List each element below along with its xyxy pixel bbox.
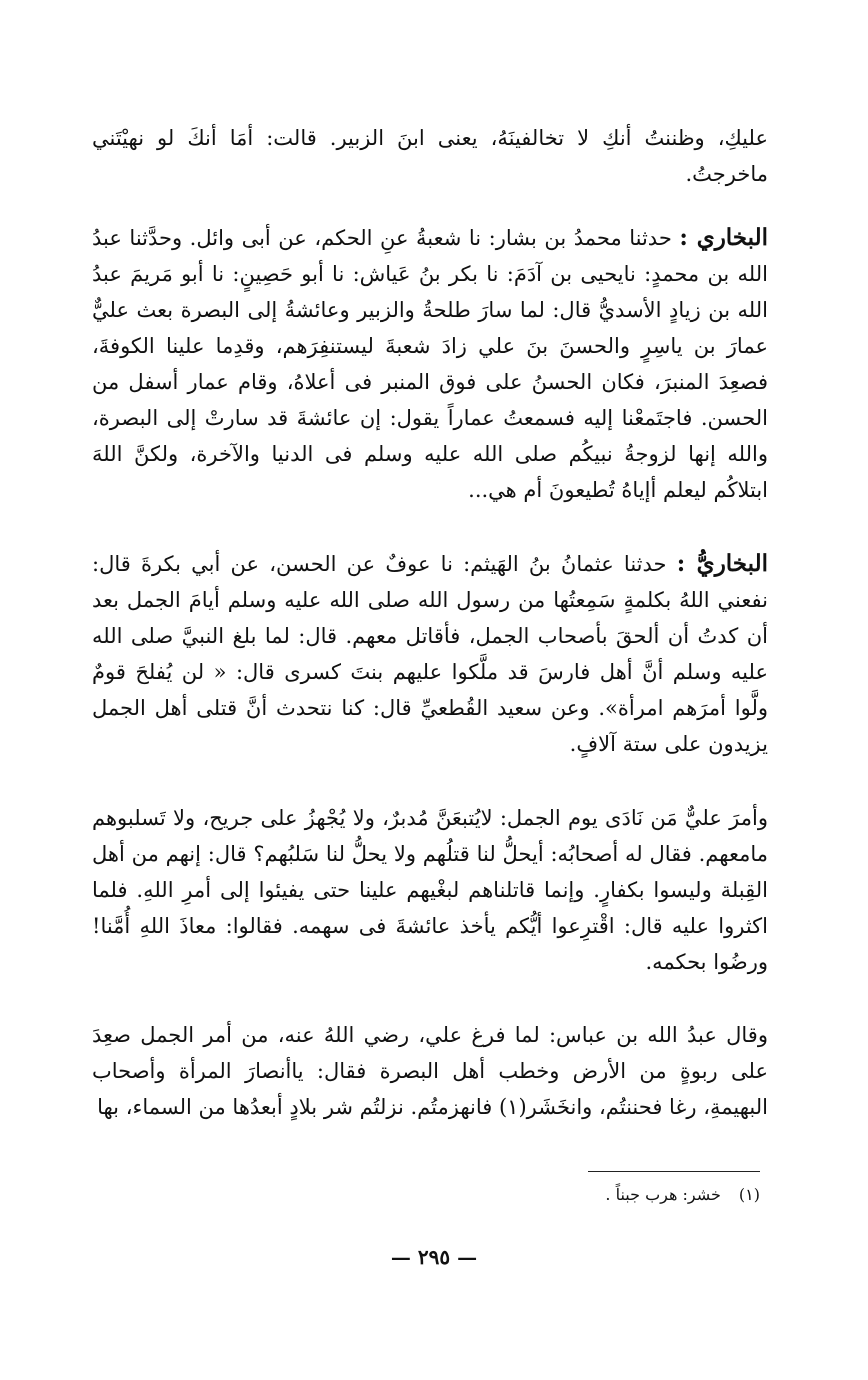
paragraph-2 (92, 220, 768, 508)
paragraph-2-text: حدثنا محمدُ بن بشار: نا شعبةُ عنِ الحكم، عن أبى وائل. وحدَّثنا عبدُ الله بن محمدٍ: نايحيى بن آدَمَ: نا بكر بنُ عَياش: نا أبو حَصِينٍ: نا أبو مَريمَ عبدُ الله بن زيادٍ الأسديُّ قال: لما سارَ طلحةُ والزبير وعائشةُ إلى البصرة بعث عليٌّ عمارَ بن ياسِرٍ والحسنَ بنَ علي زادَ شعبةَ ليستنفِرَهم، وقدِما علينا الكوفةَ، فصعِدَ المنبرَ، فكان الحسنُ على فوق المنبر فى أعلاهُ، وقام عمار أسفل من الحسن. فاجتَمعْنا إليه فسمعتُ عماراً يقول: إن عائشةَ قد سارتْ إلى البصرة، والله إنها لزوجةُ نبيكُم صلى الله عليه وسلم فى الدنيا والآخرة، ولكنَّ اللهَ ابتلاكُم ليعلم أإياهُ تُطيعونَ أم هي... (92, 226, 768, 502)
footnote-divider (588, 1171, 760, 1172)
paragraph-3-text: حدثنا عثمانُ بنُ الهَيثم: نا عوفٌ عن الحسن، عن أبي بكرةَ قال: نفعني اللهُ بكلمةٍ سَمِعتُها من رسول الله صلى الله عليه وسلم أيامَ الجمل بعد أن كدتُ أن ألحقَ بأصحاب الجمل، فأقاتل معهم. قال: لما بلغ النبيَّ صلى الله عليه وسلم أنَّ أهل فارسَ قد ملَّكوا عليهم بنتَ كسرى قال: « لن يُفلحَ قومٌ ولَّوا أمرَهم امرأة». وعن سعيد القُطعيِّ قال: كنا نتحدث أنَّ قتلى أهل الجمل يزيدون على ستة آلافٍ. (92, 552, 768, 756)
paragraph-5 (92, 1017, 768, 1125)
footnote-number: (١) (738, 1185, 760, 1204)
footnote (380, 1183, 760, 1207)
paragraph-2-lead: البخاري : (679, 224, 768, 251)
paragraph-3-lead: البخاريُّ : (676, 550, 768, 577)
paragraph-3 (92, 546, 768, 762)
footnote-text: خشر: هرب جبناً . (605, 1185, 721, 1204)
paragraph-4-text: وأمرَ عليٌّ مَن نَادَى يوم الجمل: لايُتبعَنَّ مُدبرٌ، ولا يُجْهزُ على جريح، ولا تَسلبوهم مامعهم. فقال له أصحابُه: أيحلُّ لنا قتلُهم ولا يحلُّ لنا سَلبُهم؟ قال: إنهم من أهل القِبلة وليسوا بكفارٍ. وإنما قاتلناهم لبغْيهم علينا حتى يفيئوا إلى أمرِ اللهِ. فلما اكثروا عليه قال: اقْترِعوا أيُّكم يأخذ عائشةَ فى سهمه. فقالوا: معاذَ اللهِ أُمَّنا! ورضُوا بحكمه. (92, 806, 768, 974)
paragraph-5-text: وقال عبدُ الله بن عباس: لما فرغ علي، رضي اللهُ عنه، من أمر الجمل صعِدَ على ربوةٍ من الأرض وخطب أهل البصرة فقال: ياأنصارَ المرأة وأصحاب البهيمةِ، رغا فحننتُم، وانخَشَر(١) فانهزمتُم. نزلتُم شر بلادٍ أبعدُها من السماء، بها (92, 1023, 768, 1119)
page-number: — ٢٩٥ — (390, 1245, 478, 1269)
paragraph-4 (92, 800, 768, 980)
paragraph-1 (92, 120, 768, 192)
paragraph-1-text: عليكِ، وظننتُ أنكِ لا تخالفينَهُ، يعنى ابنَ الزبير. قالت: أمَا أنكَ لو نهيْتَني ماخرجتُ. (92, 126, 768, 186)
